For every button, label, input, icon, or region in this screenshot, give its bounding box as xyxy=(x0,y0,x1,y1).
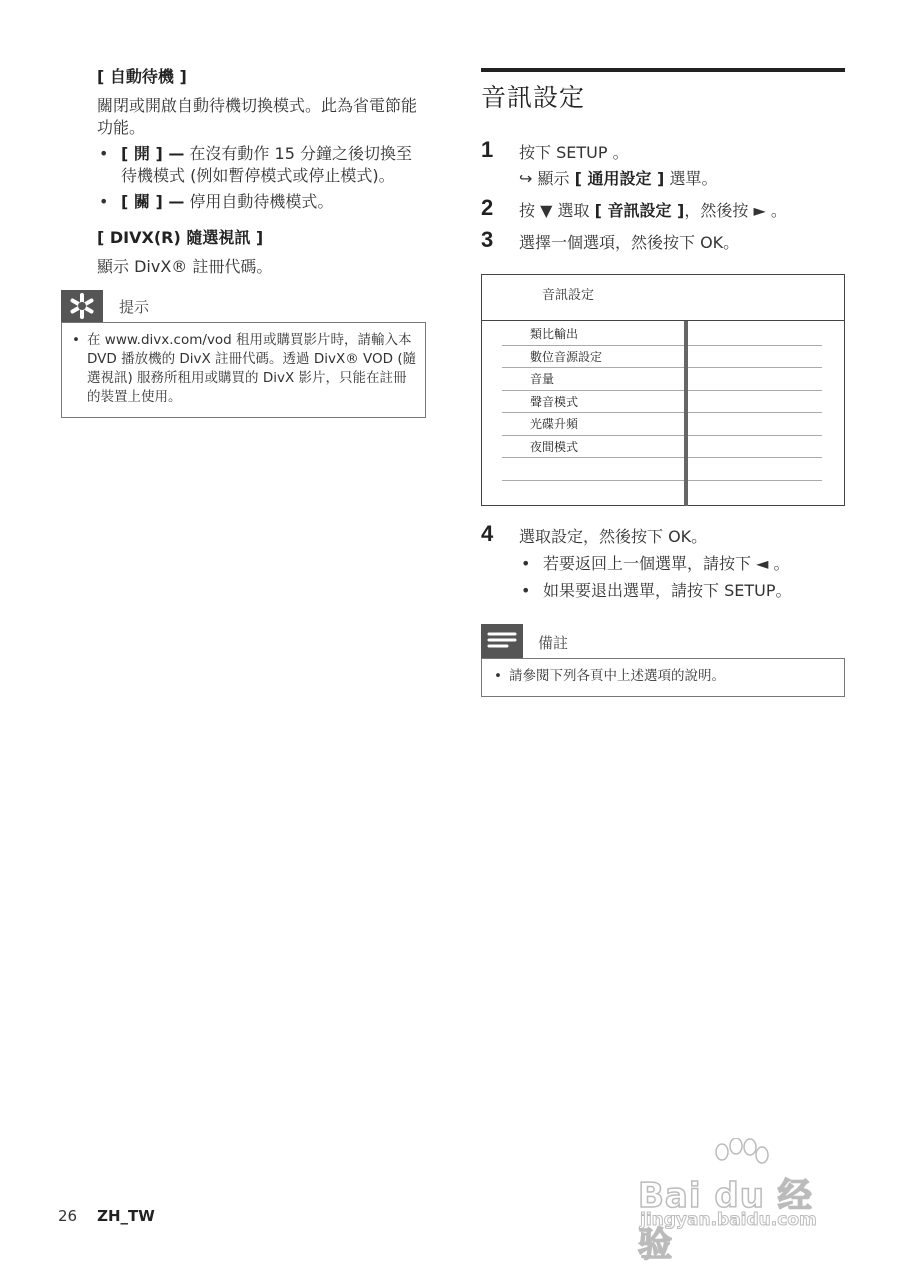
step-bold: [ 音訊設定 ] xyxy=(594,201,685,220)
step-text: 按下 SETUP 。 xyxy=(519,143,629,162)
audio-settings-menu xyxy=(481,274,845,506)
result-bold: [ 通用設定 ] xyxy=(574,169,665,188)
divx-vod-description: 顯示 DivX® 註冊代碼。 xyxy=(97,257,273,276)
auto-standby-options xyxy=(97,143,426,213)
step-number: 3 xyxy=(481,227,494,252)
step-result xyxy=(519,168,845,190)
menu-value-row xyxy=(688,346,822,369)
menu-item-sound-mode[interactable]: 聲音模式 xyxy=(502,391,684,414)
menu-item-night-mode[interactable]: 夜間模式 xyxy=(502,436,684,459)
step-post: ，然後按 ► 。 xyxy=(684,201,787,220)
menu-item-analog-output[interactable]: 類比輸出 xyxy=(502,323,684,346)
menu-value-row xyxy=(688,458,822,481)
note-text: • 請參閱下列各頁中上述選項的說明。 xyxy=(490,667,836,686)
language-code: ZH_TW xyxy=(97,1207,155,1225)
page-title: 音訊設定 xyxy=(481,83,586,112)
title-rule xyxy=(481,68,845,72)
result-suffix: 選單。 xyxy=(664,169,718,188)
step-number: 1 xyxy=(481,137,494,162)
auto-standby-description: 關閉或開啟自動待機切換模式。此為省電節能功能。 xyxy=(97,96,418,137)
menu-item-empty xyxy=(502,458,684,481)
step-text: 選擇一個選項，然後按下 OK。 xyxy=(519,233,740,252)
menu-item-digital-audio[interactable]: 數位音源設定 xyxy=(502,346,684,369)
left-column xyxy=(61,66,426,418)
auto-standby-heading: [ 自動待機 ] xyxy=(97,67,187,86)
menu-item-empty xyxy=(502,481,684,504)
step-2 xyxy=(481,195,845,222)
step-text: 選取設定，然後按下 OK。 xyxy=(519,527,708,546)
steps xyxy=(481,137,845,254)
option-on xyxy=(97,143,426,187)
step-pre: 按 ▼ 選取 xyxy=(519,201,595,220)
menu-list xyxy=(502,323,684,503)
tip-box xyxy=(61,322,426,418)
tip-text: • 在 www.divx.com/vod 租用或購買影片時，請輸入本 DVD 播放機的 DivX 註冊代碼。透過 DivX® VOD (隨選視訊) 服務所租用或購買的 DivX 影片，只能在註冊的裝置上使用。 xyxy=(70,331,417,407)
menu-item-volume[interactable]: 音量 xyxy=(502,368,684,391)
page-number: 26 xyxy=(58,1207,78,1225)
note-box xyxy=(481,658,845,697)
option-on-label: [ 開 ] — xyxy=(121,144,185,163)
watermark-brand: Bai du 经验 xyxy=(638,1176,813,1265)
asterisk-icon xyxy=(61,290,103,322)
option-on-text: 在沒有動作 15 分鐘之後切換至待機模式 (例如暫停模式或停止模式)。 xyxy=(121,144,412,185)
menu-value-row xyxy=(688,368,822,391)
watermark-url: jingyan.baidu.com xyxy=(640,1210,817,1230)
note-title: 備註 xyxy=(538,634,569,652)
baidu-watermark xyxy=(632,1138,847,1265)
option-off-text: 停用自動待機模式。 xyxy=(184,192,334,211)
step-number: 2 xyxy=(481,195,494,220)
menu-value-row xyxy=(688,323,822,346)
menu-header: 音訊設定 xyxy=(482,275,844,321)
step-4 xyxy=(481,521,845,548)
result-arrow-text: ↪ 顯示 xyxy=(519,169,575,188)
option-off xyxy=(97,191,426,213)
menu-value-row xyxy=(688,391,822,414)
menu-value-column xyxy=(688,323,822,481)
right-column xyxy=(481,68,845,697)
menu-item-cd-upsampling[interactable]: 光碟升頻 xyxy=(502,413,684,436)
page-footer xyxy=(58,1207,155,1225)
divx-vod-heading: [ DIVX(R) 隨選視訊 ] xyxy=(97,228,264,247)
bullet-exit: • 如果要退出選單，請按下 SETUP。 xyxy=(519,580,845,602)
tip-title: 提示 xyxy=(119,298,150,316)
step-number: 4 xyxy=(481,521,494,546)
note-lines-icon xyxy=(481,624,523,658)
step-3 xyxy=(481,227,845,254)
note-header xyxy=(481,624,845,658)
menu-value-row xyxy=(688,436,822,459)
step-1 xyxy=(481,137,845,190)
step-4-bullets xyxy=(519,553,845,602)
menu-value-row xyxy=(688,413,822,436)
option-off-label: [ 關 ] — xyxy=(121,192,185,211)
bullet-return: • 若要返回上一個選單，請按下 ◄ 。 xyxy=(519,553,845,575)
tip-header xyxy=(61,290,426,320)
